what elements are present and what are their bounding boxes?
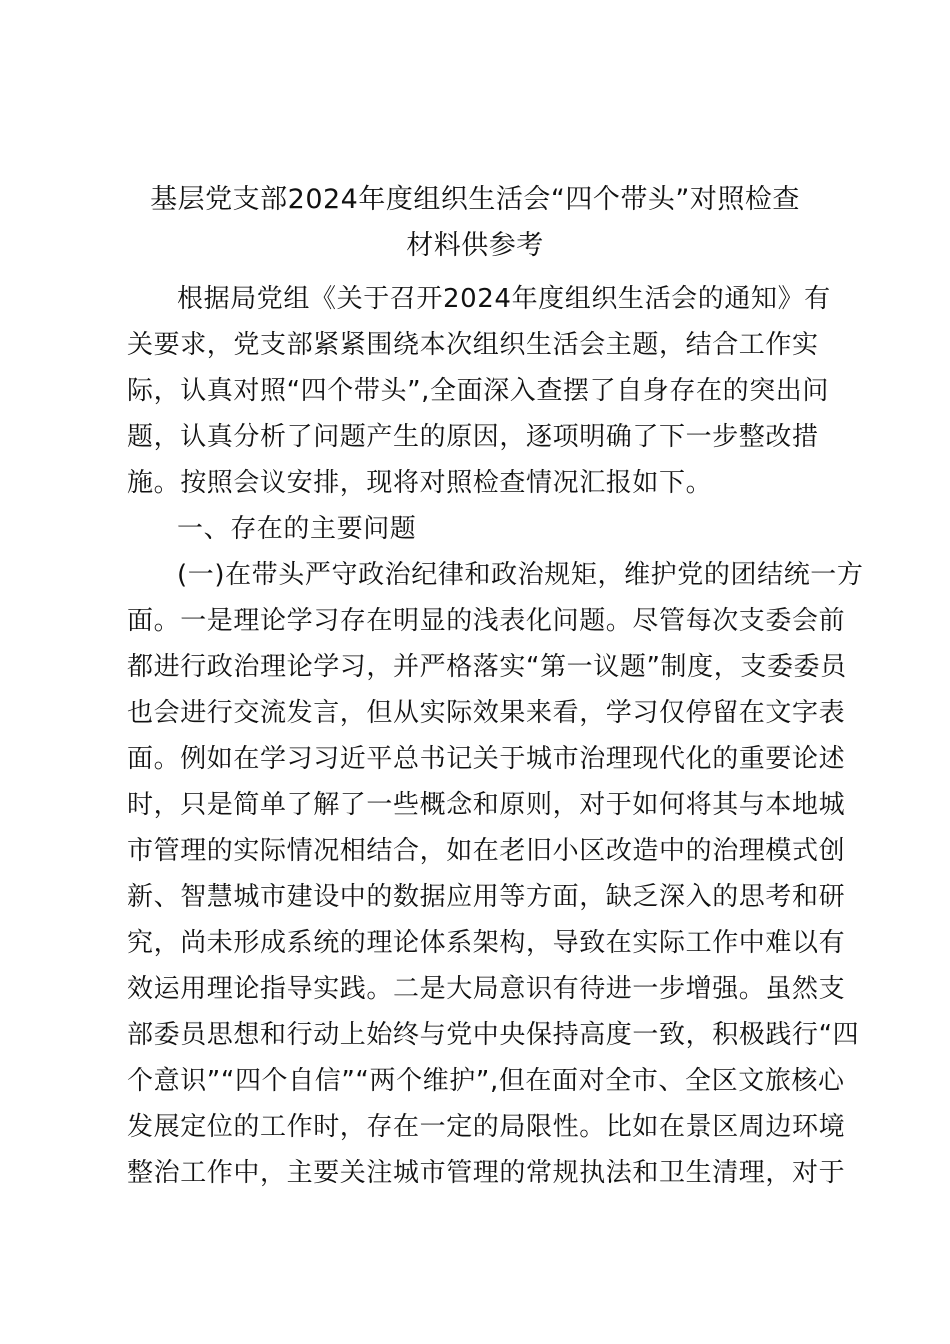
paragraph-line: 新、智慧城市建设中的数据应用等方面，缺乏深入的思考和研 bbox=[127, 882, 846, 912]
paragraph-line: 面。例如在学习习近平总书记关于城市治理现代化的重要论述 bbox=[127, 744, 846, 774]
paragraph-line: 究，尚未形成系统的理论体系架构，导致在实际工作中难以有 bbox=[127, 928, 846, 958]
paragraph-line: 面。一是理论学习存在明显的浅表化问题。尽管每次支委会前 bbox=[127, 606, 846, 636]
paragraph-line: 施。按照会议安排，现将对照检查情况汇报如下。 bbox=[127, 468, 713, 498]
paragraph-line: 时，只是简单了解了一些概念和原则，对于如何将其与本地城 bbox=[127, 790, 846, 820]
paragraph-line: 关要求，党支部紧紧围绕本次组织生活会主题，结合工作实 bbox=[127, 330, 819, 360]
paragraph-line: 都进行政治理论学习，并严格落实“第一议题”制度，支委委员 bbox=[127, 652, 847, 682]
document-title-line-2: 材料供参考 bbox=[406, 230, 544, 261]
section-heading: 一、存在的主要问题 bbox=[177, 514, 417, 544]
paragraph-line: 部委员思想和行动上始终与党中央保持高度一致，积极践行“四 bbox=[127, 1020, 860, 1050]
paragraph-line: 整治工作中，主要关注城市管理的常规执法和卫生清理，对于 bbox=[127, 1158, 846, 1188]
document-title-line-1: 基层党支部2024年度组织生活会“四个带头”对照检查 bbox=[150, 184, 800, 215]
paragraph-line: 也会进行交流发言，但从实际效果来看，学习仅停留在文字表 bbox=[127, 698, 846, 728]
paragraph-line: 效运用理论指导实践。二是大局意识有待进一步增强。虽然支 bbox=[127, 974, 846, 1004]
paragraph-line: 根据局党组《关于召开2024年度组织生活会的通知》有 bbox=[177, 284, 831, 314]
paragraph-line: 题，认真分析了问题产生的原因，逐项明确了下一步整改措 bbox=[127, 422, 819, 452]
paragraph-line: 市管理的实际情况相结合，如在老旧小区改造中的治理模式创 bbox=[127, 836, 846, 866]
paragraph-line: 个意识”“四个自信”“两个维护”,但在面对全市、全区文旅核心 bbox=[127, 1066, 845, 1096]
paragraph-line: 发展定位的工作时，存在一定的局限性。比如在景区周边环境 bbox=[127, 1112, 846, 1142]
paragraph-line: (一)在带头严守政治纪律和政治规矩，维护党的团结统一方 bbox=[177, 560, 864, 590]
paragraph-line: 际，认真对照“四个带头”,全面深入查摆了自身存在的突出问 bbox=[127, 376, 830, 406]
